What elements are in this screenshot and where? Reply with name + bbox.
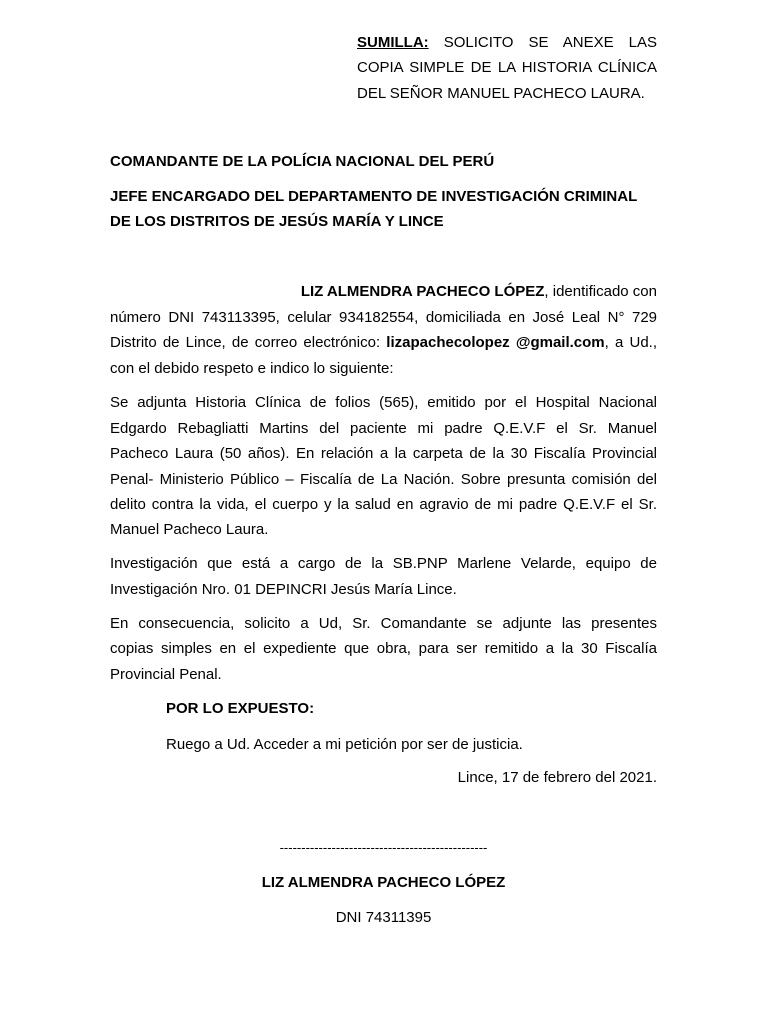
intro-line-3: Distrito de Lince, de correo electrónico: lizapachecolopez @gmail.com, a Ud., xyxy=(110,334,658,351)
email-address: lizapachecolopez @gmail.com xyxy=(386,334,605,351)
para1-line-5: delito contra la vida, el cuerpo y la salud en agravio de mi padre Q.E.V.F el Sr. xyxy=(110,496,657,513)
para2-line-2: Investigación Nro. 01 DEPINCRI Jesús María Lince. xyxy=(110,581,457,598)
sumilla-line-2: COPIA SIMPLE DE LA HISTORIA CLÍNICA xyxy=(357,59,657,76)
para2-line-1: Investigación que está a cargo de la SB.PNP Marlene Velarde, equipo de xyxy=(110,555,657,572)
sumilla-line-3: DEL SEÑOR MANUEL PACHECO LAURA. xyxy=(357,85,645,102)
para3-line-1: En consecuencia, solicito a Ud, Sr. Comandante se adjunte las presentes xyxy=(110,615,657,632)
applicant-name: LIZ ALMENDRA PACHECO LÓPEZ xyxy=(300,283,545,300)
signature-line: ------------------------------------------------ xyxy=(279,840,488,855)
intro-line-4: con el debido respeto e indico lo siguiente: xyxy=(110,360,394,377)
para1-line-4: Penal- Ministerio Público – Fiscalía de La Nación. Sobre presunta comisión del xyxy=(110,471,657,488)
para1-line-6: Manuel Pacheco Laura. xyxy=(110,521,269,538)
signature-name: LIZ ALMENDRA PACHECO LÓPEZ xyxy=(261,874,506,891)
sumilla-line-1: SUMILLA: SOLICITO SE ANEXE LAS xyxy=(357,34,657,51)
addressee-dept-line-1: JEFE ENCARGADO DEL DEPARTAMENTO DE INVESTIGACIÓN CRIMINAL xyxy=(110,188,638,205)
para1-line-2: Edgardo Rebagliatti Martins del paciente mi padre Q.E.V.F el Sr. Manuel xyxy=(110,420,657,437)
document-date: Lince, 17 de febrero del 2021. xyxy=(457,769,657,786)
para1-line-1: Se adjunta Historia Clínica de folios (565), emitido por el Hospital Nacional xyxy=(110,394,657,411)
intro-line-1: LIZ ALMENDRA PACHECO LÓPEZ, identificado con xyxy=(300,283,657,300)
intro-line-2: número DNI 743113395, celular 934182554, domiciliada en José Leal N° 729 xyxy=(110,309,657,326)
closing-request: Ruego a Ud. Acceder a mi petición por ser de justicia. xyxy=(166,736,523,753)
sumilla-label: SUMILLA: xyxy=(357,34,429,51)
para3-line-2: copias simples en el expediente que obra, para ser remitido a la 30 Fiscalía xyxy=(110,640,657,657)
closing-heading: POR LO EXPUESTO: xyxy=(166,700,315,717)
addressee-title: COMANDANTE DE LA POLÍCIA NACIONAL DEL PERÚ xyxy=(110,153,495,170)
addressee-dept-line-2: DE LOS DISTRITOS DE JESÚS MARÍA Y LINCE xyxy=(110,213,444,230)
para1-line-3: Pacheco Laura (50 años). En relación a la carpeta de la 30 Fiscalía Provincial xyxy=(110,445,657,462)
para3-line-3: Provincial Penal. xyxy=(110,666,222,683)
signature-dni: DNI 74311395 xyxy=(335,909,432,926)
